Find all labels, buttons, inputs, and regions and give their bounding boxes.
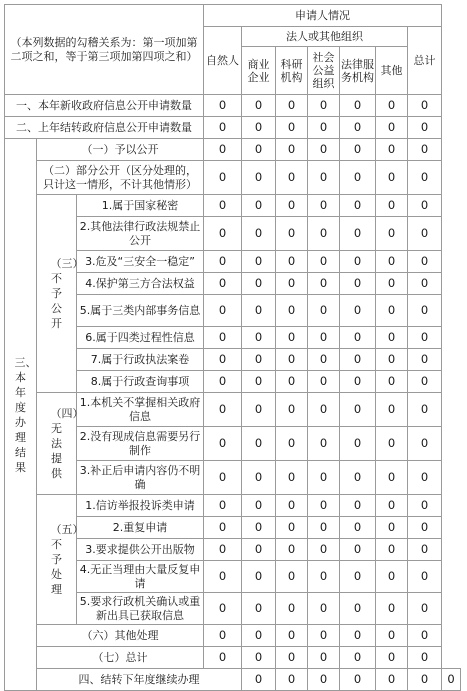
header-org-type: 商业企业 [242, 47, 276, 95]
header-legal-org: 法人或其他组织 [242, 27, 408, 47]
cell-value: 0 [442, 669, 461, 691]
cell-value: 0 [276, 273, 308, 295]
cell-value: 0 [242, 371, 276, 393]
cell-value: 0 [276, 669, 308, 691]
cell-value: 0 [242, 495, 276, 517]
cell-value: 0 [308, 195, 340, 217]
row-label: 2.重复申请 [77, 517, 204, 539]
cell-value: 0 [408, 161, 442, 195]
cell-value: 0 [376, 251, 408, 273]
table-row [5, 393, 461, 427]
cell-value: 0 [308, 669, 340, 691]
cell-value: 0 [276, 161, 308, 195]
header-applicant-info: 申请人情况 [204, 5, 442, 27]
cell-value: 0 [376, 139, 408, 161]
cell-value: 0 [408, 117, 442, 139]
cell-value: 0 [376, 625, 408, 647]
corner-note: （本列数据的勾稽关系为：第一项加第二项之和，等于第三项加第四项之和） [5, 5, 204, 95]
cell-value: 0 [340, 295, 376, 327]
cell-value: 0 [408, 139, 442, 161]
cell-value: 0 [204, 195, 242, 217]
cell-value: 0 [376, 371, 408, 393]
cell-value: 0 [276, 251, 308, 273]
header-total: 总计 [408, 27, 442, 95]
row-label: 3.补正后申请内容仍不明确 [77, 461, 204, 495]
row-label: （六）其他处理 [37, 625, 204, 647]
cell-value: 0 [408, 273, 442, 295]
cell-value: 0 [308, 517, 340, 539]
cell-value: 0 [242, 539, 276, 561]
cell-value: 0 [276, 461, 308, 495]
cell-value: 0 [376, 95, 408, 117]
cell-value: 0 [340, 517, 376, 539]
cell-value: 0 [308, 117, 340, 139]
cell-value: 0 [408, 371, 442, 393]
cell-value: 0 [204, 625, 242, 647]
cell-value: 0 [276, 539, 308, 561]
cell-value: 0 [204, 217, 242, 251]
cell-value: 0 [276, 427, 308, 461]
header-org-type: 其他 [376, 47, 408, 95]
cell-value: 0 [408, 517, 442, 539]
cell-value: 0 [376, 461, 408, 495]
row-label: 5.要求行政机关确认或重新出具已获取信息 [77, 593, 204, 625]
cell-value: 0 [242, 669, 276, 691]
cell-value: 0 [376, 273, 408, 295]
cell-value: 0 [242, 95, 276, 117]
cell-value: 0 [340, 349, 376, 371]
cell-value: 0 [276, 327, 308, 349]
cell-value: 0 [376, 295, 408, 327]
cell-value: 0 [204, 393, 242, 427]
cell-value: 0 [204, 495, 242, 517]
cell-value: 0 [376, 393, 408, 427]
cell-value: 0 [204, 349, 242, 371]
cell-value: 0 [308, 349, 340, 371]
cell-value: 0 [376, 561, 408, 593]
row-label: 二、上年结转政府信息公开申请数量 [5, 117, 204, 139]
cell-value: 0 [308, 273, 340, 295]
row-label: 1.本机关不掌握相关政府信息 [77, 393, 204, 427]
cell-value: 0 [376, 647, 408, 669]
cell-value: 0 [242, 461, 276, 495]
cell-value: 0 [340, 95, 376, 117]
cell-value: 0 [308, 295, 340, 327]
cell-value: 0 [276, 139, 308, 161]
cell-value: 0 [340, 669, 376, 691]
cell-value: 0 [242, 161, 276, 195]
cell-value: 0 [308, 647, 340, 669]
cell-value: 0 [276, 647, 308, 669]
cell-value: 0 [242, 327, 276, 349]
group-label-not-disclosed: （三）不予公开 [37, 195, 77, 393]
table-row [5, 161, 461, 195]
cell-value: 0 [204, 517, 242, 539]
cell-value: 0 [376, 195, 408, 217]
row-label: 3.要求提供公开出版物 [77, 539, 204, 561]
cell-value: 0 [340, 647, 376, 669]
cell-value: 0 [308, 593, 340, 625]
row-label: 2.没有现成信息需要另行制作 [77, 427, 204, 461]
header-org-type: 法律服务机构 [340, 47, 376, 95]
cell-value: 0 [376, 117, 408, 139]
cell-value: 0 [276, 195, 308, 217]
cell-value: 0 [408, 647, 442, 669]
table-row [5, 625, 461, 647]
cell-value: 0 [276, 593, 308, 625]
cell-value: 0 [340, 561, 376, 593]
header-org-type: 科研机构 [276, 47, 308, 95]
cell-value: 0 [308, 251, 340, 273]
cell-value: 0 [408, 427, 442, 461]
cell-value: 0 [276, 393, 308, 427]
cell-value: 0 [276, 349, 308, 371]
cell-value: 0 [308, 539, 340, 561]
cell-value: 0 [276, 117, 308, 139]
cell-value: 0 [340, 139, 376, 161]
cell-value: 0 [242, 561, 276, 593]
cell-value: 0 [276, 95, 308, 117]
cell-value: 0 [340, 625, 376, 647]
section3-label: 三、本年度办理结果 [5, 139, 37, 691]
cell-value: 0 [276, 495, 308, 517]
table-row [5, 495, 461, 517]
cell-value: 0 [242, 427, 276, 461]
table-row [5, 195, 461, 217]
row-label: 6.属于四类过程性信息 [77, 327, 204, 349]
group-label-unable: （四）无法提供 [37, 393, 77, 495]
cell-value: 0 [340, 327, 376, 349]
cell-value: 0 [408, 217, 442, 251]
cell-value: 0 [242, 195, 276, 217]
cell-value: 0 [340, 461, 376, 495]
cell-value: 0 [408, 495, 442, 517]
cell-value: 0 [308, 139, 340, 161]
cell-value: 0 [340, 495, 376, 517]
cell-value: 0 [308, 393, 340, 427]
cell-value: 0 [276, 517, 308, 539]
cell-value: 0 [376, 427, 408, 461]
cell-value: 0 [204, 273, 242, 295]
cell-value: 0 [276, 371, 308, 393]
cell-value: 0 [242, 647, 276, 669]
cell-value: 0 [340, 251, 376, 273]
cell-value: 0 [242, 139, 276, 161]
cell-value: 0 [204, 295, 242, 327]
cell-value: 0 [308, 161, 340, 195]
row-label: 7.属于行政执法案卷 [77, 349, 204, 371]
table-row [5, 669, 461, 691]
disclosure-stats-table [4, 4, 461, 691]
cell-value: 0 [276, 625, 308, 647]
cell-value: 0 [376, 161, 408, 195]
cell-value: 0 [308, 217, 340, 251]
cell-value: 0 [408, 195, 442, 217]
row-label: 3.危及“三安全一稳定” [77, 251, 204, 273]
cell-value: 0 [242, 593, 276, 625]
cell-value: 0 [204, 647, 242, 669]
row-label: 5.属于三类内部事务信息 [77, 295, 204, 327]
cell-value: 0 [408, 393, 442, 427]
cell-value: 0 [376, 495, 408, 517]
cell-value: 0 [242, 517, 276, 539]
cell-value: 0 [204, 539, 242, 561]
header-org-type: 社会公益组织 [308, 47, 340, 95]
cell-value: 0 [242, 251, 276, 273]
row-label: 一、本年新收政府信息公开申请数量 [5, 95, 204, 117]
cell-value: 0 [340, 195, 376, 217]
cell-value: 0 [376, 593, 408, 625]
cell-value: 0 [242, 625, 276, 647]
cell-value: 0 [408, 95, 442, 117]
cell-value: 0 [242, 217, 276, 251]
cell-value: 0 [242, 393, 276, 427]
cell-value: 0 [408, 349, 442, 371]
cell-value: 0 [340, 371, 376, 393]
cell-value: 0 [340, 393, 376, 427]
cell-value: 0 [204, 593, 242, 625]
cell-value: 0 [408, 561, 442, 593]
cell-value: 0 [308, 625, 340, 647]
cell-value: 0 [340, 539, 376, 561]
cell-value: 0 [242, 349, 276, 371]
cell-value: 0 [376, 669, 408, 691]
row-label: （二）部分公开（区分处理的，只计这一情形，不计其他情形） [37, 161, 204, 195]
row-label: 2.其他法律行政法规禁止公开 [77, 217, 204, 251]
cell-value: 0 [340, 117, 376, 139]
cell-value: 0 [408, 461, 442, 495]
cell-value: 0 [340, 593, 376, 625]
table-row [5, 117, 461, 139]
cell-value: 0 [308, 371, 340, 393]
cell-value: 0 [376, 517, 408, 539]
row-label: 4.保护第三方合法权益 [77, 273, 204, 295]
cell-value: 0 [204, 561, 242, 593]
cell-value: 0 [376, 349, 408, 371]
table-row [5, 95, 461, 117]
cell-value: 0 [308, 95, 340, 117]
cell-value: 0 [204, 461, 242, 495]
cell-value: 0 [376, 217, 408, 251]
cell-value: 0 [408, 251, 442, 273]
cell-value: 0 [204, 95, 242, 117]
cell-value: 0 [376, 539, 408, 561]
header-natural-person: 自然人 [204, 27, 242, 95]
cell-value: 0 [376, 327, 408, 349]
cell-value: 0 [408, 625, 442, 647]
cell-value: 0 [308, 461, 340, 495]
row-label: 4.无正当理由大量反复申请 [77, 561, 204, 593]
cell-value: 0 [204, 371, 242, 393]
cell-value: 0 [276, 561, 308, 593]
cell-value: 0 [276, 295, 308, 327]
row-label: （一）予以公开 [37, 139, 204, 161]
cell-value: 0 [408, 539, 442, 561]
cell-value: 0 [276, 217, 308, 251]
cell-value: 0 [340, 217, 376, 251]
cell-value: 0 [242, 117, 276, 139]
cell-value: 0 [340, 161, 376, 195]
row-label: 四、结转下年度继续办理 [37, 669, 242, 691]
cell-value: 0 [204, 327, 242, 349]
cell-value: 0 [242, 295, 276, 327]
row-label: 1.属于国家秘密 [77, 195, 204, 217]
cell-value: 0 [408, 295, 442, 327]
cell-value: 0 [204, 251, 242, 273]
cell-value: 0 [408, 669, 442, 691]
cell-value: 0 [408, 593, 442, 625]
cell-value: 0 [204, 139, 242, 161]
cell-value: 0 [204, 427, 242, 461]
row-label: （七）总计 [37, 647, 204, 669]
cell-value: 0 [340, 427, 376, 461]
cell-value: 0 [308, 561, 340, 593]
cell-value: 0 [204, 117, 242, 139]
table-row [5, 647, 461, 669]
table-row [5, 139, 461, 161]
row-label: 8.属于行政查询事项 [77, 371, 204, 393]
group-label-not-processed: （五）不予处理 [37, 495, 77, 625]
cell-value: 0 [242, 273, 276, 295]
cell-value: 0 [408, 327, 442, 349]
cell-value: 0 [340, 273, 376, 295]
cell-value: 0 [308, 327, 340, 349]
cell-value: 0 [308, 427, 340, 461]
row-label: 1.信访举报投诉类申请 [77, 495, 204, 517]
cell-value: 0 [204, 161, 242, 195]
cell-value: 0 [308, 495, 340, 517]
